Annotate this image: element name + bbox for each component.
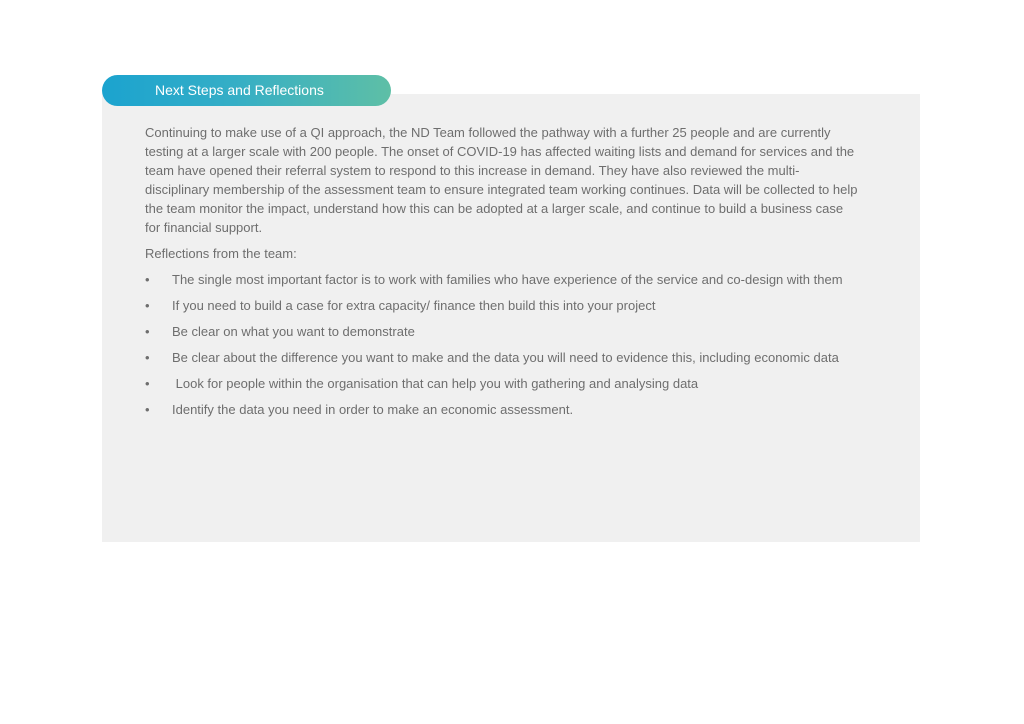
list-item-text: Be clear about the difference you want to make and the data you will need to evidence this, including economic data: [172, 350, 839, 365]
list-item-text: Look for people within the organisation that can help you with gathering and analysing data: [172, 376, 699, 391]
section-title: Next Steps and Reflections: [155, 82, 324, 98]
intro-paragraph: Continuing to make use of a QI approach, the ND Team followed the pathway with a further 25 people and are currently testing at a larger scale with 200 people. The onset of COVID-19 has affected waiting lists and demand for services and the team have opened their referral system to respond to this increase in demand. They have also reviewed the multi-disciplinary membership of the assessment team to ensure integrated team working continues. Data will be collected to help the team monitor the impact, understand how this can be adopted at a larger scale, and continue to build a business case for financial support.: [145, 125, 858, 235]
bullet-icon: •: [145, 376, 150, 391]
list-item: [145, 296, 860, 315]
bullet-icon: •: [145, 350, 150, 365]
reflections-list: [145, 270, 860, 419]
list-item: [145, 374, 860, 393]
section-content: [145, 123, 860, 426]
list-item: [145, 270, 860, 289]
list-item: [145, 400, 860, 419]
list-item-text: Be clear on what you want to demonstrate: [172, 324, 415, 339]
bullet-icon: •: [145, 272, 150, 287]
list-item-text: If you need to build a case for extra capacity/ finance then build this into your project: [172, 298, 656, 313]
list-item: [145, 322, 860, 341]
bullet-icon: •: [145, 402, 150, 417]
list-item-text: Identify the data you need in order to make an economic assessment.: [172, 402, 574, 417]
list-item-text: The single most important factor is to work with families who have experience of the service and co-design with them: [172, 272, 843, 287]
list-item: [145, 348, 860, 367]
reflections-label: Reflections from the team:: [145, 246, 297, 261]
bullet-icon: •: [145, 324, 150, 339]
bullet-icon: •: [145, 298, 150, 313]
section-heading-pill: [102, 75, 391, 106]
